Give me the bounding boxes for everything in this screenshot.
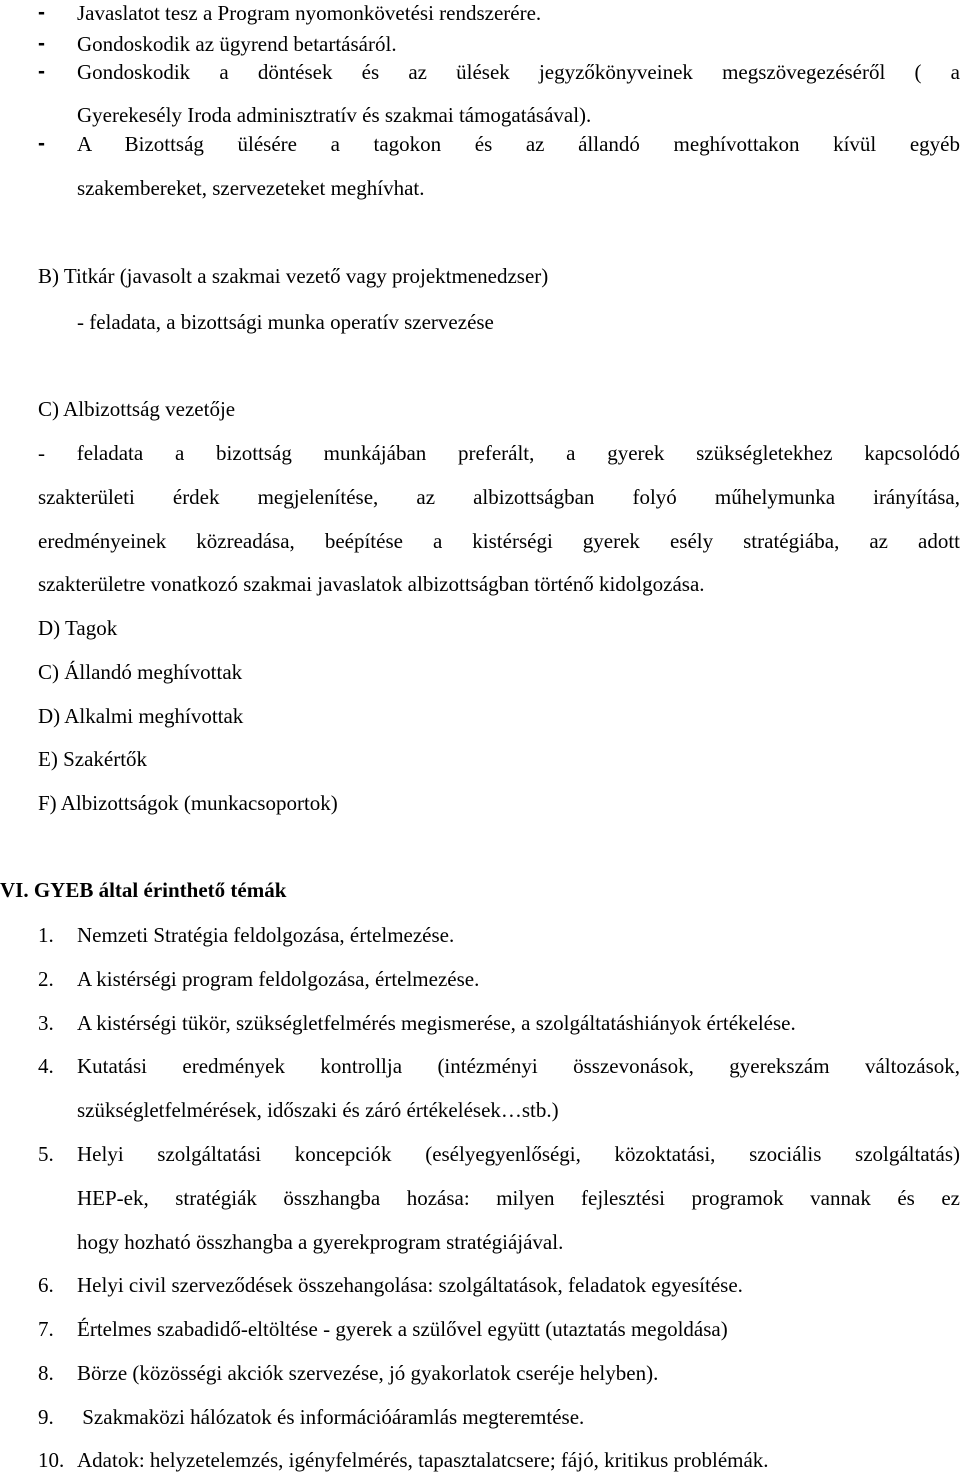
- item-number: 4.: [38, 1054, 54, 1078]
- item-number: 3.: [38, 1011, 54, 1035]
- section-c-line: szakterületi érdek megjelenítése, az albizottságban folyó műhelymunka irányítása,: [38, 485, 960, 509]
- item-text: A kistérségi tükör, szükségletfelmérés megismerése, a szolgáltatáshiányok értékelése.: [77, 1011, 796, 1035]
- bullet-dash: -: [38, 60, 45, 83]
- section-c-line: - feladata a bizottság munkájában preferált, a gyerek szükségletekhez kapcsolódó: [38, 441, 960, 465]
- bullet-text: Javaslatot tesz a Program nyomonkövetési rendszerére.: [77, 1, 542, 25]
- item-text: Börze (közösségi akciók szervezése, jó gyakorlatok cseréje helyben).: [77, 1361, 659, 1385]
- member-category: D) Tagok: [38, 616, 118, 640]
- item-text: A kistérségi program feldolgozása, értelmezése.: [77, 967, 480, 991]
- item-number: 6.: [38, 1273, 54, 1297]
- item-text: Helyi szolgáltatási koncepciók (esélyegyenlőségi, közoktatási, szociális szolgáltatás): [77, 1142, 960, 1166]
- item-number: 10.: [38, 1448, 65, 1472]
- section-heading: VI. GYEB által érinthető témák: [0, 878, 287, 902]
- bullet-text: Gyerekesély Iroda adminisztratív és szakmai támogatásával).: [77, 103, 592, 127]
- member-category: C) Állandó meghívottak: [38, 660, 243, 684]
- item-text: Értelmes szabadidő-eltöltése - gyerek a szülővel együtt (utaztatás megoldása): [77, 1317, 728, 1341]
- item-text: Nemzeti Stratégia feldolgozása, értelmezése.: [77, 923, 455, 947]
- item-text: Kutatási eredmények kontrollja (intézményi összevonások, gyerekszám változások,: [77, 1054, 960, 1078]
- section-b-detail: - feladata, a bizottsági munka operatív szervezése: [77, 310, 494, 334]
- item-number: 9.: [38, 1405, 54, 1429]
- section-c-title: C) Albizottság vezetője: [38, 397, 236, 421]
- item-number: 1.: [38, 923, 54, 947]
- section-c-line: eredményeinek közreadása, beépítése a kistérségi gyerek esély stratégiába, az adott: [38, 529, 960, 553]
- item-number: 7.: [38, 1317, 54, 1341]
- member-category: F) Albizottságok (munkacsoportok): [38, 791, 338, 815]
- item-text: HEP-ek, stratégiák összhangba hozása: milyen fejlesztési programok vannak és ez: [77, 1186, 960, 1210]
- item-text: Adatok: helyzetelemzés, igényfelmérés, tapasztalatcsere; fájó, kritikus problémák.: [77, 1448, 769, 1472]
- item-text: Szakmaközi hálózatok és információáramlás megteremtése.: [77, 1405, 585, 1429]
- member-category: E) Szakértők: [38, 747, 148, 771]
- bullet-dash: -: [38, 132, 45, 155]
- item-text: hogy hozható összhangba a gyerekprogram stratégiájával.: [77, 1230, 564, 1254]
- item-number: 8.: [38, 1361, 54, 1385]
- bullet-text: Gondoskodik a döntések és az ülések jegyzőkönyveinek megszövegezéséről ( a: [77, 60, 960, 84]
- item-text: szükségletfelmérések, időszaki és záró értékelések…stb.): [77, 1098, 559, 1122]
- bullet-text: szakembereket, szervezeteket meghívhat.: [77, 176, 425, 200]
- bullet-dash: -: [38, 1, 45, 24]
- bullet-dash: -: [38, 32, 45, 55]
- item-number: 5.: [38, 1142, 54, 1166]
- item-text: Helyi civil szerveződések összehangolása: szolgáltatások, feladatok egyesítése.: [77, 1273, 743, 1297]
- bullet-text: Gondoskodik az ügyrend betartásáról.: [77, 32, 397, 56]
- bullet-text: A Bizottság ülésére a tagokon és az állandó meghívottakon kívül egyéb: [77, 132, 960, 156]
- item-number: 2.: [38, 967, 54, 991]
- section-b-title: B) Titkár (javasolt a szakmai vezető vagy projektmenedzser): [38, 264, 549, 288]
- member-category: D) Alkalmi meghívottak: [38, 704, 244, 728]
- section-c-line: szakterületre vonatkozó szakmai javaslatok albizottságban történő kidolgozása.: [38, 572, 705, 596]
